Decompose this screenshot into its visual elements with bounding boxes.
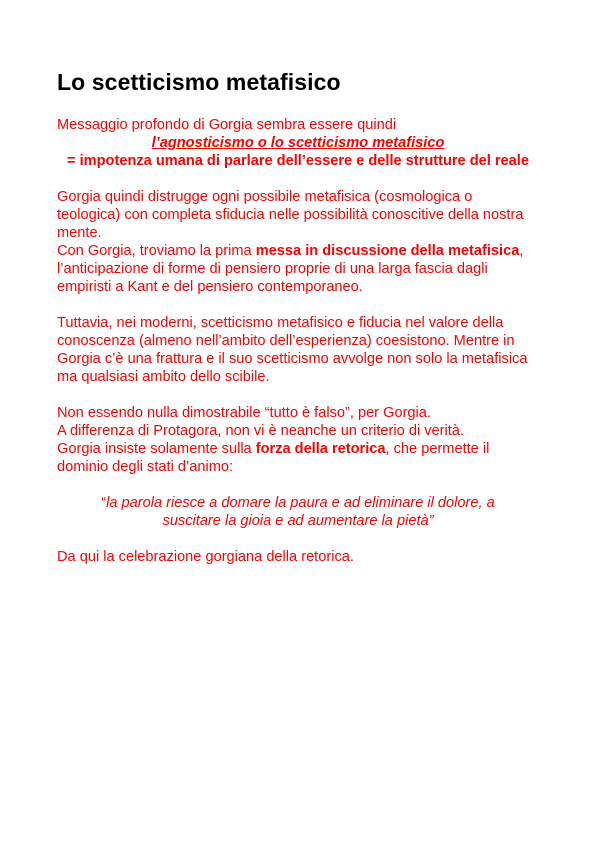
intro-line: Messaggio profondo di Gorgia sembra essere quindi [57,117,397,133]
paragraph-moderni: Tuttavia, nei moderni, scetticismo metafisico e fiducia nel valore della conoscenza (almeno nell’ambito dell’esperienza) coesistono. Mentre in Gorgia c’è una frattura e il suo scetticismo avvolge non solo la metafisica ma qualsiasi ambito dello scibile. [57,315,528,385]
spacer [57,386,539,404]
paragraph-text: Con Gorgia, troviamo la prima [57,243,256,259]
page-title: Lo scetticismo metafisico [57,69,341,95]
bold-phrase: messa in discussione della metafisica [255,243,520,259]
quote-close-mark: ” [428,513,434,529]
paragraph-text: , l’anticipazione di forme di pensiero proprie di una larga fascia dagli empiristi a Kant e del pensiero contemporaneo. [57,243,524,295]
intro-highlight: l’agnosticismo o lo scetticismo metafisico [151,135,445,151]
intro-highlight-line [57,134,539,152]
paragraph-protagora: A differenza di Protagora, non vi è neanche un criterio di verità. [57,423,464,439]
document-body [57,116,539,566]
spacer [57,476,539,494]
paragraph-messa-in-discussione [57,242,539,296]
intro-equation: = impotenza umana di parlare dell’essere e delle strutture del reale [67,153,529,169]
bold-phrase: forza della retorica [255,441,386,457]
paragraph-falso: Non essendo nulla dimostrabile “tutto è falso”, per Gorgia. [57,405,431,421]
spacer [57,530,539,548]
paragraph-text: , che permette il dominio degli stati d’animo: [57,441,490,475]
document-page [57,68,539,566]
quote-text: la parola riesce a domare la paura e ad eliminare il dolore, a suscitare la gioia e ad aumentare la pietà [106,495,495,529]
spacer [57,170,539,188]
quotation [57,494,539,530]
conclusion: Da qui la celebrazione gorgiana della retorica. [57,549,354,565]
paragraph-metafisica: Gorgia quindi distrugge ogni possibile metafisica (cosmologica o teologica) con completa sfiducia nelle possibilità conoscitive della nostra mente. [57,189,524,241]
paragraph-retorica [57,440,539,476]
spacer [57,296,539,314]
quote-open-mark: “ [101,495,107,511]
paragraph-text: Gorgia insiste solamente sulla [57,441,256,457]
